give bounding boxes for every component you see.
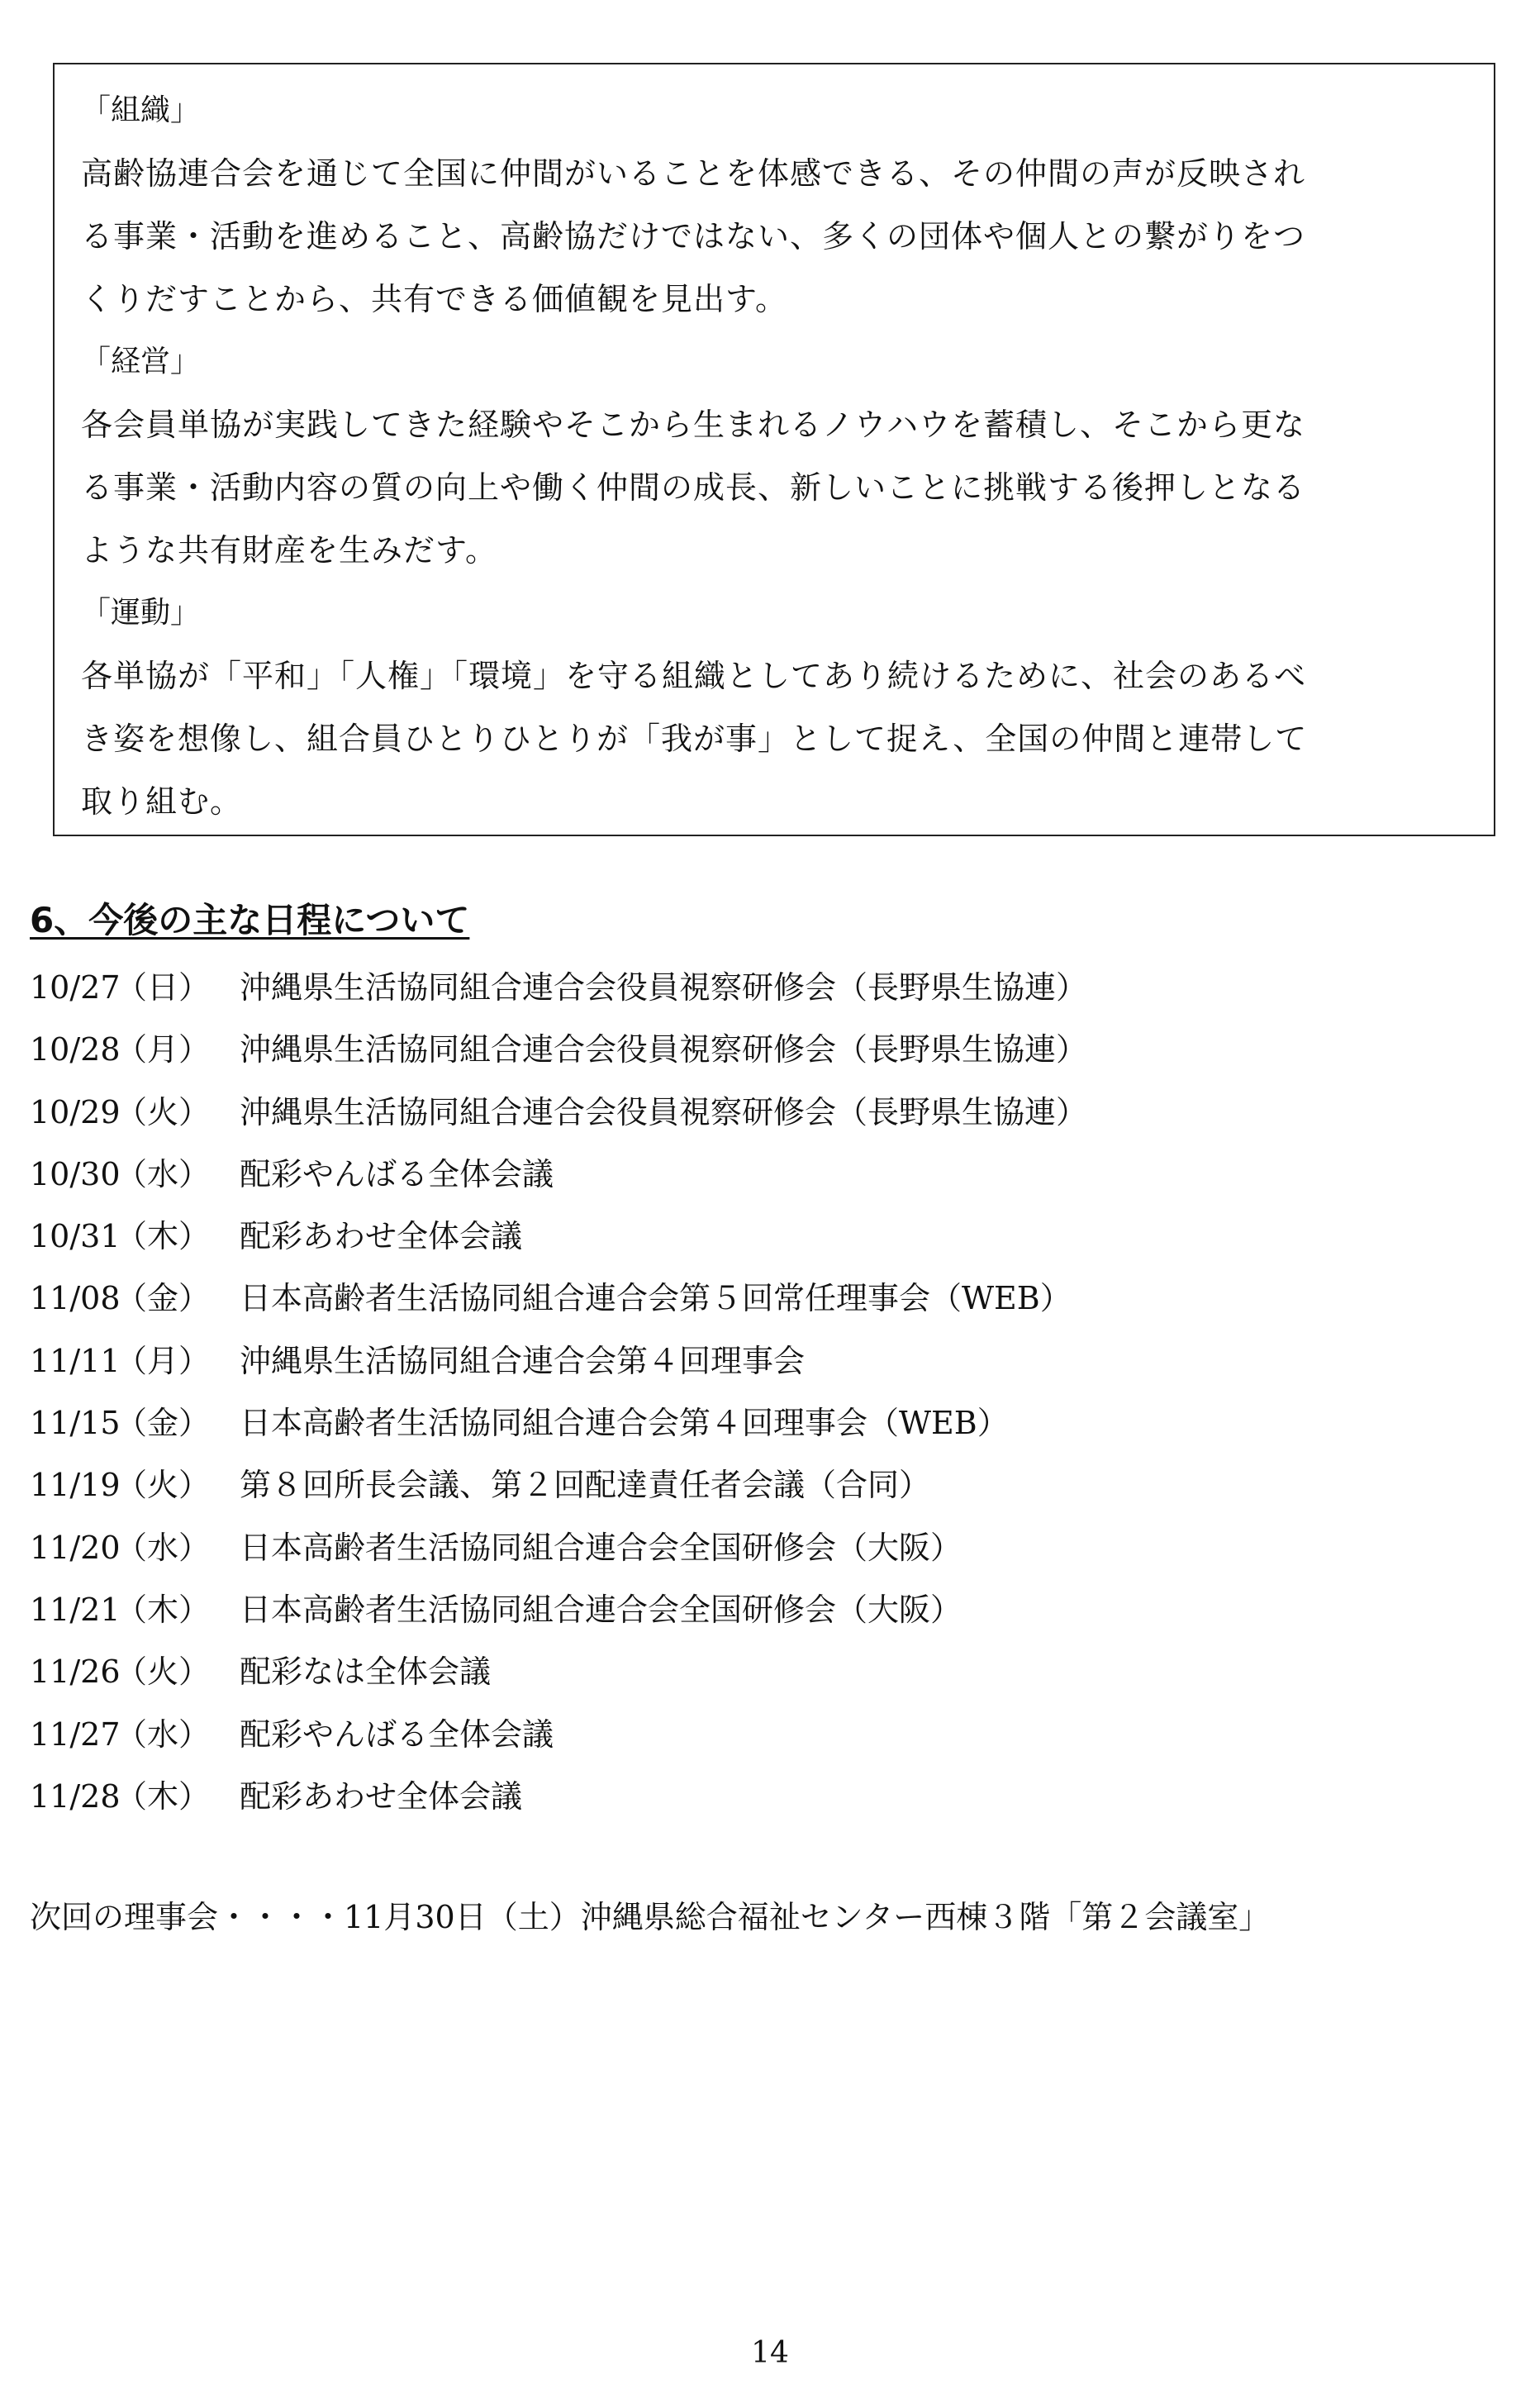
schedule-event: 沖縄県生活協同組合連合会役員視察研修会（長野県生協連） — [240, 969, 1088, 1006]
schedule-item — [30, 1579, 1087, 1641]
schedule-weekday: （火） — [116, 1654, 211, 1691]
schedule-section-title: 6、今後の主な日程について — [30, 900, 470, 940]
schedule-event: 配彩やんばる全体会議 — [240, 1715, 554, 1753]
schedule-item — [30, 957, 1087, 1019]
schedule-item — [30, 1517, 1087, 1579]
schedule-weekday: （木） — [116, 1218, 211, 1255]
schedule-date: 11/20 — [30, 1529, 121, 1566]
section-management — [81, 331, 1467, 582]
schedule-weekday: （木） — [116, 1777, 211, 1815]
paragraph-line: 各会員単協が実践してきた経験やそこから生まれるノウハウを蓄積し、そこから更な — [81, 407, 1306, 443]
section-paragraph — [81, 142, 1467, 331]
schedule-weekday: （日） — [116, 969, 211, 1006]
schedule-event: 沖縄県生活協同組合連合会第４回理事会 — [240, 1342, 806, 1379]
schedule-event: 日本高齢者生活協同組合連合会第５回常任理事会（WEB） — [240, 1280, 1072, 1317]
schedule-weekday: （火） — [116, 1467, 211, 1504]
schedule-date: 10/30 — [30, 1155, 121, 1192]
schedule-event: 沖縄県生活協同組合連合会役員視察研修会（長野県生協連） — [240, 1031, 1088, 1068]
schedule-date: 11/11 — [30, 1342, 121, 1379]
section-heading: 「組織」 — [81, 93, 201, 127]
schedule-event: 配彩あわせ全体会議 — [240, 1218, 523, 1255]
page-number: 14 — [751, 2336, 789, 2370]
policy-box — [53, 63, 1495, 836]
schedule-event: 沖縄県生活協同組合連合会役員視察研修会（長野県生協連） — [240, 1093, 1088, 1130]
paragraph-line: 取り組む。 — [81, 783, 243, 820]
section-heading: 「運動」 — [81, 596, 201, 630]
paragraph-line: ような共有財産を生みだす。 — [81, 532, 497, 569]
schedule-date: 11/26 — [30, 1654, 121, 1691]
paragraph-line: る事業・活動内容の質の向上や働く仲間の成長、新しいことに挑戦する後押しとなる — [81, 469, 1306, 506]
schedule-date: 10/31 — [30, 1218, 121, 1255]
paragraph-line: 各単協が「平和」「人権」「環境」を守る組織としてあり続けるために、社会のあるべ — [81, 658, 1307, 694]
section-heading: 「経営」 — [81, 345, 201, 378]
schedule-date: 10/28 — [30, 1031, 121, 1068]
schedule-date: 11/08 — [30, 1280, 121, 1317]
schedule-event: 第８回所長会議、第２回配達責任者会議（合同） — [240, 1467, 931, 1504]
schedule-event: 日本高齢者生活協同組合連合会第４回理事会（WEB） — [240, 1405, 1009, 1442]
schedule-event: 日本高齢者生活協同組合連合会全国研修会（大阪） — [240, 1529, 962, 1566]
schedule-item — [30, 1144, 1087, 1206]
schedule-weekday: （月） — [116, 1342, 211, 1379]
paragraph-line: き姿を想像し、組合員ひとりひとりが「我が事」として捉え、全国の仲間と連帯して — [81, 721, 1308, 757]
schedule-weekday: （木） — [116, 1591, 211, 1628]
schedule-date: 11/21 — [30, 1591, 121, 1628]
schedule-weekday: （水） — [116, 1715, 211, 1753]
schedule-item — [30, 1019, 1087, 1081]
schedule-date: 11/27 — [30, 1715, 121, 1753]
schedule-date: 10/29 — [30, 1093, 121, 1130]
section-movement — [81, 582, 1467, 833]
schedule-event: 配彩あわせ全体会議 — [240, 1777, 523, 1815]
schedule-weekday: （金） — [116, 1405, 211, 1442]
section-organization — [81, 79, 1467, 331]
paragraph-line: る事業・活動を進めること、高齢協だけではない、多くの団体や個人との繋がりをつ — [81, 218, 1306, 255]
schedule-date: 11/15 — [30, 1405, 121, 1442]
schedule-item — [30, 1392, 1087, 1454]
schedule-item — [30, 1268, 1087, 1330]
schedule-event: 配彩やんばる全体会議 — [240, 1155, 554, 1192]
schedule-item — [30, 1766, 1087, 1828]
schedule-event: 日本高齢者生活協同組合連合会全国研修会（大阪） — [240, 1591, 962, 1628]
schedule-event: 配彩なは全体会議 — [240, 1654, 492, 1691]
schedule-item — [30, 1704, 1087, 1766]
schedule-date: 11/19 — [30, 1467, 121, 1504]
schedule-item — [30, 1330, 1087, 1392]
schedule-date: 11/28 — [30, 1777, 121, 1815]
schedule-weekday: （火） — [116, 1093, 211, 1130]
paragraph-line: 高齢協連合会を通じて全国に仲間がいることを体感できる、その仲間の声が反映され — [81, 155, 1306, 192]
schedule-weekday: （月） — [116, 1031, 211, 1068]
schedule-weekday: （水） — [116, 1529, 211, 1566]
schedule-weekday: （水） — [116, 1155, 211, 1192]
schedule-item — [30, 1082, 1087, 1144]
schedule-weekday: （金） — [116, 1280, 211, 1317]
next-meeting-notice: 次回の理事会・・・・11月30日（土）沖縄県総合福祉センター西棟３階「第２会議室」 — [30, 1899, 1271, 1935]
schedule-item — [30, 1454, 1087, 1516]
schedule-date: 10/27 — [30, 969, 121, 1006]
schedule-list — [30, 957, 1087, 1828]
schedule-item — [30, 1206, 1087, 1268]
section-paragraph — [81, 645, 1467, 833]
paragraph-line: くりだすことから、共有できる価値観を見出す。 — [81, 281, 787, 317]
section-paragraph — [81, 393, 1467, 582]
schedule-item — [30, 1641, 1087, 1703]
